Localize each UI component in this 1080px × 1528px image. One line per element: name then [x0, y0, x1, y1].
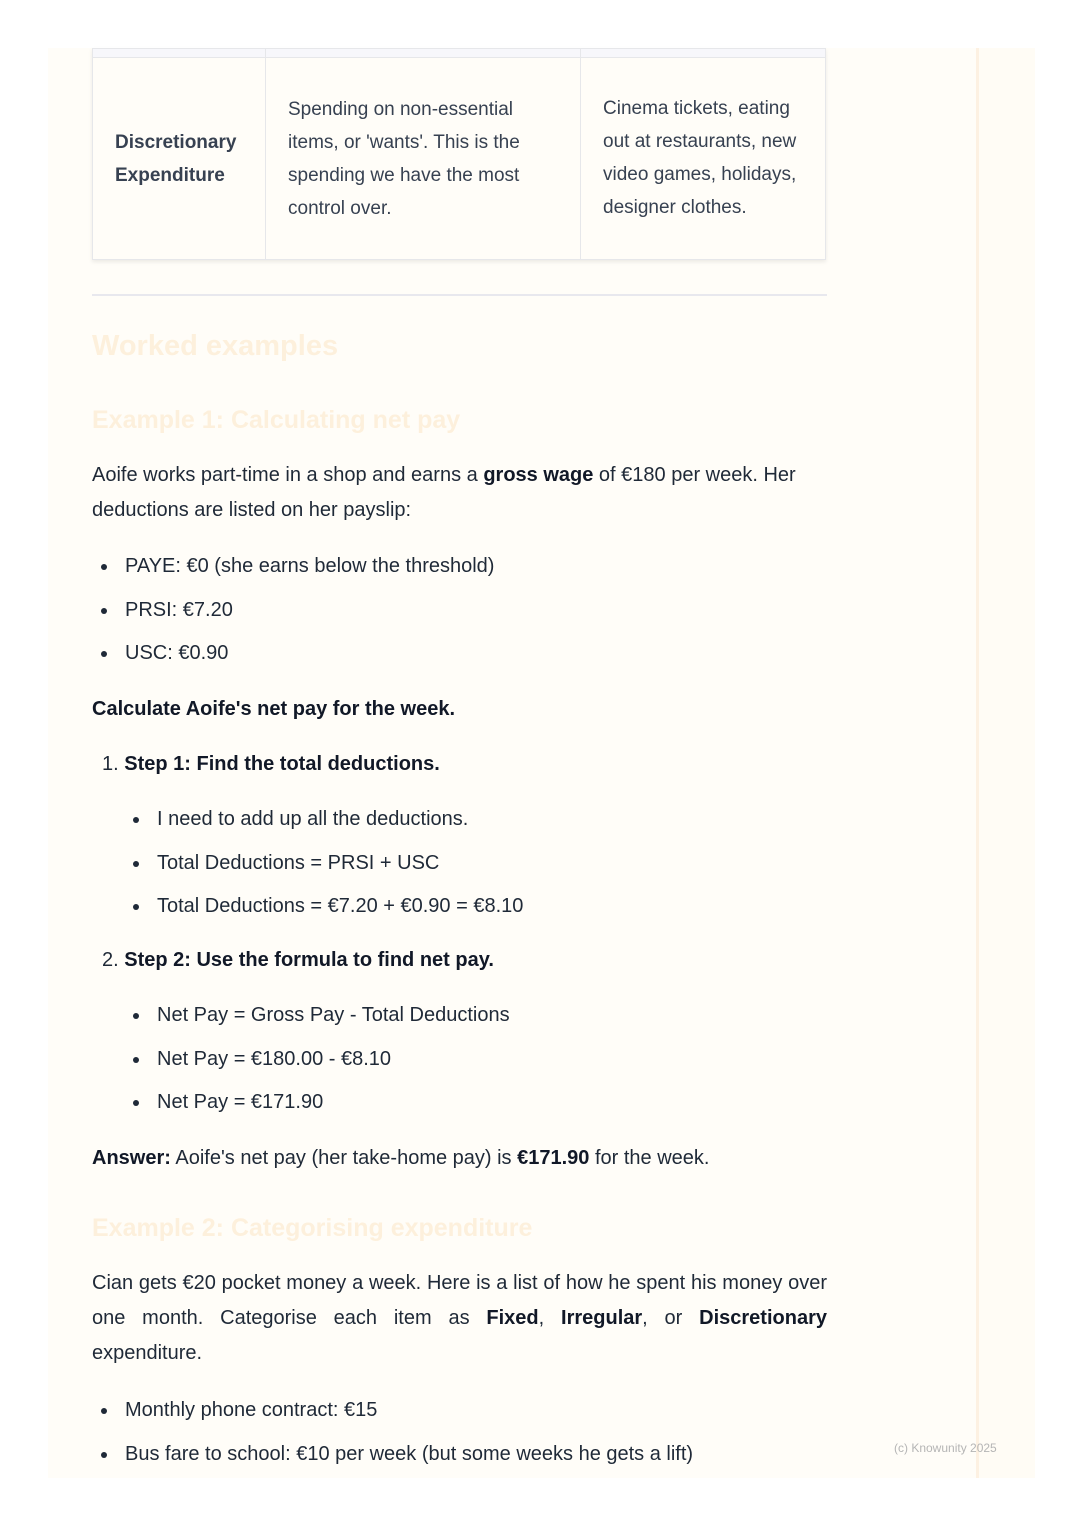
deductions-list	[92, 549, 494, 680]
table-cell-description: Spending on non-essential items, or 'wants'. This is the spending we have the most control over.	[266, 58, 581, 260]
example2-heading: Example 2: Categorising expenditure	[92, 1214, 533, 1242]
expenses-list	[92, 1393, 693, 1480]
step-1-title: 1. Step 1: Find the total deductions.	[102, 753, 440, 775]
copyright-footer: (c) Knowunity 2025	[894, 1441, 997, 1455]
list-item: Monthly phone contract: €15	[92, 1393, 693, 1437]
list-item: PAYE: €0 (she earns below the threshold)	[92, 549, 494, 593]
side-margin-strip	[976, 48, 1035, 1478]
list-item: Net Pay = Gross Pay - Total Deductions	[124, 998, 510, 1042]
list-item: Net Pay = €171.90	[124, 1085, 510, 1129]
section-heading: Worked examples	[92, 330, 339, 362]
list-item: PRSI: €7.20	[92, 593, 494, 637]
list-item: USC: €0.90	[92, 636, 494, 680]
example1-heading: Example 1: Calculating net pay	[92, 406, 461, 434]
table-cell-term: Discretionary Expenditure	[93, 58, 266, 260]
table-cell-examples: Cinema tickets, eating out at restaurants, new video games, holidays, designer clothes.	[581, 58, 826, 260]
expenditure-table	[92, 48, 826, 260]
list-item: Total Deductions = €7.20 + €0.90 = €8.10	[124, 889, 523, 933]
list-item: I need to add up all the deductions.	[124, 802, 523, 846]
table-row-partial	[93, 49, 826, 58]
example1-intro: Aoife works part-time in a shop and earns a gross wage of €180 per week. Her deductions are listed on her payslip:	[92, 464, 796, 521]
table-row	[93, 58, 826, 260]
example1-question: Calculate Aoife's net pay for the week.	[92, 698, 456, 720]
example2-intro: Cian gets €20 pocket money a week. Here is a list of how he spent his money over one month. Categorise each item as Fixed, Irregular, or Discretionary expenditure.	[92, 1272, 827, 1364]
list-item: Bus fare to school: €10 per week (but some weeks he gets a lift)	[92, 1437, 693, 1481]
step-2-list	[124, 998, 510, 1129]
section-divider	[92, 294, 827, 296]
step-2-title: 2. Step 2: Use the formula to find net pay.	[102, 949, 494, 971]
list-item: Total Deductions = PRSI + USC	[124, 846, 523, 890]
example1-answer: Answer: Aoife's net pay (her take-home pay) is €171.90 for the week.	[92, 1147, 710, 1169]
list-item: Net Pay = €180.00 - €8.10	[124, 1042, 510, 1086]
step-1-list	[124, 802, 523, 933]
